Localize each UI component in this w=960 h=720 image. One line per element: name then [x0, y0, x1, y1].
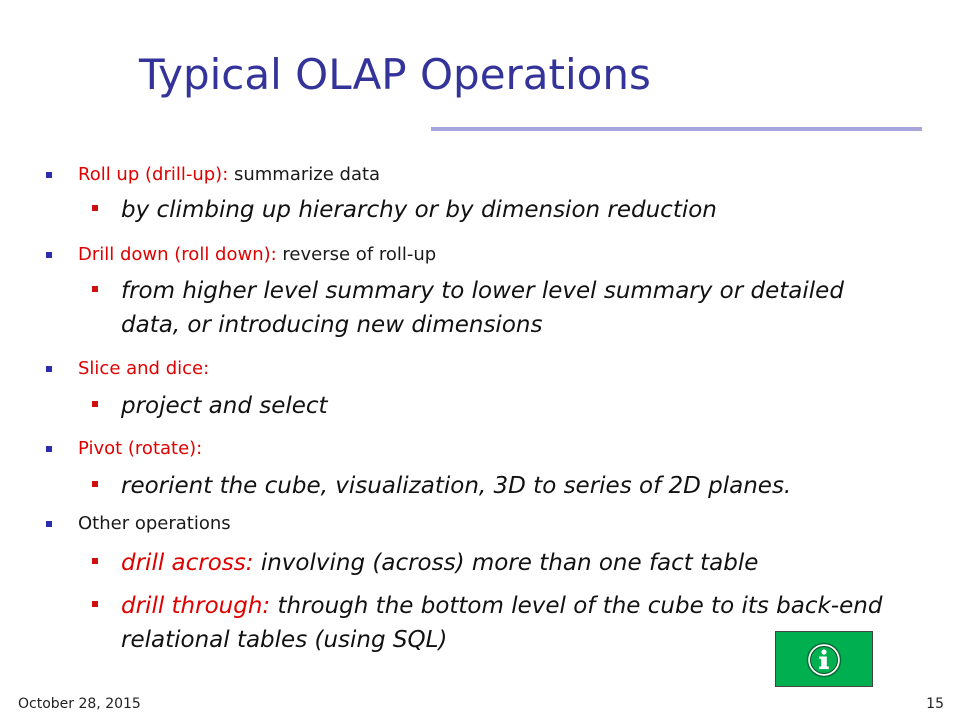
term-drill-across: drill across: [121, 550, 254, 576]
bullet-marker [46, 172, 52, 178]
desc-roll-up: summarize data [228, 164, 381, 185]
subbullet-text: reorient the cube, visualization, 3D to series of 2D planes. [121, 473, 792, 499]
bullet-marker [46, 252, 52, 258]
desc-drill-through-line-2: relational tables (using SQL) [121, 627, 448, 653]
bullet-marker [46, 446, 52, 452]
subbullet-marker [92, 401, 98, 407]
bullet-marker [46, 366, 52, 372]
bullet-text [78, 244, 436, 265]
bullet-text [78, 164, 380, 185]
subbullet-text [121, 274, 844, 342]
term-roll-up: Roll up (drill-up): [78, 164, 229, 185]
info-icon [806, 642, 842, 678]
subbullet-text: by climbing up hierarchy or by dimension reduction [121, 197, 717, 223]
title-underline [431, 127, 922, 131]
desc-drill-down: reverse of roll-up [276, 244, 437, 265]
desc-drill-through: through the bottom level of the cube to its back-end [270, 593, 883, 619]
term-drill-through: drill through: [121, 593, 271, 619]
term-pivot: Pivot (rotate): [78, 438, 203, 459]
subbullet-marker [92, 286, 98, 292]
subbullet-text: project and select [121, 393, 328, 419]
subbullet-marker [92, 558, 98, 564]
subbullet-line-1: from higher level summary to lower level summary or detailed [121, 278, 844, 304]
term-drill-down: Drill down (roll down): [78, 244, 277, 265]
footer-date: October 28, 2015 [18, 696, 141, 712]
bullet-marker [46, 521, 52, 527]
slide-title: Typical OLAP Operations [139, 50, 651, 99]
bullet-text: Other operations [78, 513, 231, 534]
term-slice-dice: Slice and dice: [78, 358, 210, 379]
info-button[interactable] [775, 631, 873, 687]
desc-drill-across: involving (across) more than one fact table [253, 550, 759, 576]
subbullet-text [121, 589, 882, 657]
page-number: 15 [926, 696, 944, 712]
subbullet-line-2: data, or introducing new dimensions [121, 312, 543, 338]
subbullet-text [121, 546, 758, 580]
subbullet-marker [92, 601, 98, 607]
subbullet-marker [92, 481, 98, 487]
subbullet-marker [92, 205, 98, 211]
